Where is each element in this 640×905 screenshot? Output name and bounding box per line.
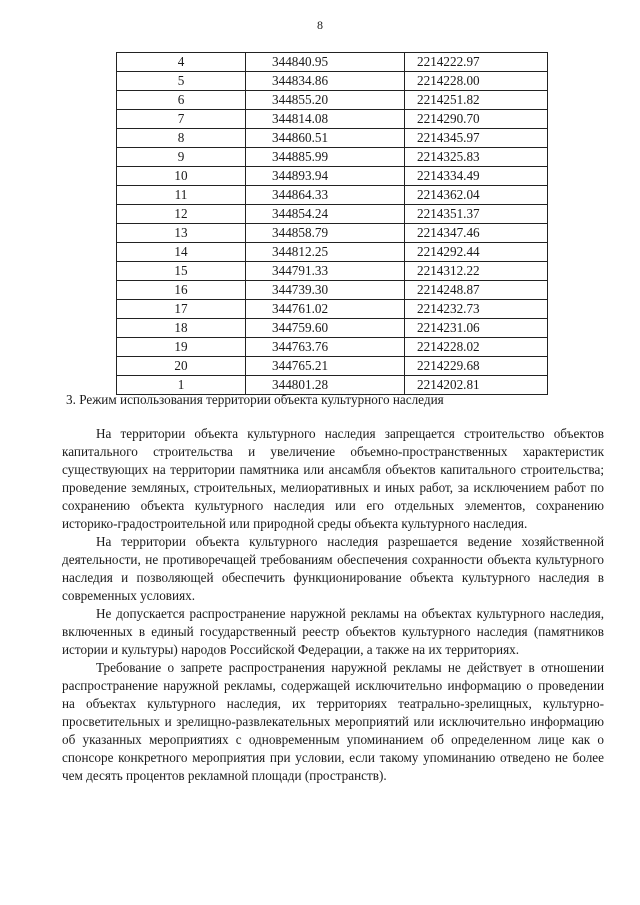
point-number-cell: 15 — [117, 262, 246, 281]
section-body — [62, 425, 604, 785]
table-row — [117, 129, 548, 148]
x-coordinate-cell: 344840.95 — [246, 53, 405, 72]
point-number-cell: 5 — [117, 72, 246, 91]
y-coordinate-cell: 2214345.97 — [405, 129, 548, 148]
table-row — [117, 243, 548, 262]
x-coordinate-cell: 344860.51 — [246, 129, 405, 148]
paragraph: Не допускается распространение наружной рекламы на объектах культурного наследия, включенных в единый государственный реестр объектов культурного наследия (памятников истории и культуры) народов Российской Федерации, а также на их территориях. — [62, 606, 604, 657]
table-row — [117, 167, 548, 186]
section-heading: 3. Режим использования территории объекта культурного наследия — [66, 392, 444, 407]
point-number-cell: 12 — [117, 205, 246, 224]
table-row — [117, 110, 548, 129]
y-coordinate-cell: 2214362.04 — [405, 186, 548, 205]
x-coordinate-cell: 344765.21 — [246, 357, 405, 376]
y-coordinate-cell: 2214222.97 — [405, 53, 548, 72]
table-row — [117, 148, 548, 167]
page-number: 8 — [317, 18, 323, 32]
point-number-cell: 6 — [117, 91, 246, 110]
point-number-cell: 18 — [117, 319, 246, 338]
table-row — [117, 72, 548, 91]
x-coordinate-cell: 344739.30 — [246, 281, 405, 300]
y-coordinate-cell: 2214347.46 — [405, 224, 548, 243]
point-number-cell: 9 — [117, 148, 246, 167]
x-coordinate-cell: 344885.99 — [246, 148, 405, 167]
table-row — [117, 281, 548, 300]
point-number-cell: 10 — [117, 167, 246, 186]
x-coordinate-cell: 344893.94 — [246, 167, 405, 186]
y-coordinate-cell: 2214292.44 — [405, 243, 548, 262]
y-coordinate-cell: 2214334.49 — [405, 167, 548, 186]
table-row — [117, 319, 548, 338]
point-number-cell: 8 — [117, 129, 246, 148]
x-coordinate-cell: 344858.79 — [246, 224, 405, 243]
x-coordinate-cell: 344791.33 — [246, 262, 405, 281]
point-number-cell: 4 — [117, 53, 246, 72]
table-row — [117, 262, 548, 281]
coordinates-table — [116, 52, 548, 395]
point-number-cell: 20 — [117, 357, 246, 376]
paragraph: На территории объекта культурного наследия разрешается ведение хозяйственной деятельности, не противоречащей требованиям обеспечения сохранности объекта культурного наследия и позволяющей обеспечить функционирование объекта культурного наследия в современных условиях. — [62, 534, 604, 603]
paragraph: На территории объекта культурного наследия запрещается строительство объектов капитального строительства и увеличение объемно-пространственных характеристик существующих на территории памятника или ансамбля объектов капитального строительства; проведение земляных, строительных, мелиоративных и иных работ, за исключением работ по сохранению объекта культурного наследия или его отдельных элементов, сохранению историко-градостроительной или природной среды объекта культурного наследия. — [62, 426, 604, 531]
y-coordinate-cell: 2214228.00 — [405, 72, 548, 91]
table-row — [117, 357, 548, 376]
y-coordinate-cell: 2214325.83 — [405, 148, 548, 167]
table-row — [117, 91, 548, 110]
y-coordinate-cell: 2214248.87 — [405, 281, 548, 300]
x-coordinate-cell: 344812.25 — [246, 243, 405, 262]
table-row — [117, 338, 548, 357]
point-number-cell: 19 — [117, 338, 246, 357]
y-coordinate-cell: 2214228.02 — [405, 338, 548, 357]
x-coordinate-cell: 344864.33 — [246, 186, 405, 205]
x-coordinate-cell: 344801.28 — [246, 376, 405, 395]
table-row — [117, 224, 548, 243]
table-row — [117, 205, 548, 224]
point-number-cell: 1 — [117, 376, 246, 395]
point-number-cell: 11 — [117, 186, 246, 205]
x-coordinate-cell: 344761.02 — [246, 300, 405, 319]
y-coordinate-cell: 2214351.37 — [405, 205, 548, 224]
x-coordinate-cell: 344763.76 — [246, 338, 405, 357]
point-number-cell: 14 — [117, 243, 246, 262]
y-coordinate-cell: 2214229.68 — [405, 357, 548, 376]
point-number-cell: 16 — [117, 281, 246, 300]
x-coordinate-cell: 344814.08 — [246, 110, 405, 129]
paragraph: Требование о запрете распространения наружной рекламы не действует в отношении распространение наружной рекламы, содержащей исключительно информацию о проведении на объектах культурного наследия, их территориях театрально-зрелищных, культурно-просветительных и зрелищно-развлекательных мероприятий или исключительно информацию об указанных мероприятиях с одновременным упоминанием об определенном лице как о спонсоре конкретного мероприятия при условии, если такому упоминанию отведено не более чем десять процентов рекламной площади (пространств). — [62, 660, 604, 783]
point-number-cell: 13 — [117, 224, 246, 243]
table-row — [117, 186, 548, 205]
table-row — [117, 300, 548, 319]
y-coordinate-cell: 2214231.06 — [405, 319, 548, 338]
point-number-cell: 17 — [117, 300, 246, 319]
x-coordinate-cell: 344855.20 — [246, 91, 405, 110]
table-row — [117, 53, 548, 72]
y-coordinate-cell: 2214290.70 — [405, 110, 548, 129]
x-coordinate-cell: 344854.24 — [246, 205, 405, 224]
y-coordinate-cell: 2214232.73 — [405, 300, 548, 319]
x-coordinate-cell: 344759.60 — [246, 319, 405, 338]
x-coordinate-cell: 344834.86 — [246, 72, 405, 91]
y-coordinate-cell: 2214251.82 — [405, 91, 548, 110]
point-number-cell: 7 — [117, 110, 246, 129]
y-coordinate-cell: 2214312.22 — [405, 262, 548, 281]
y-coordinate-cell: 2214202.81 — [405, 376, 548, 395]
